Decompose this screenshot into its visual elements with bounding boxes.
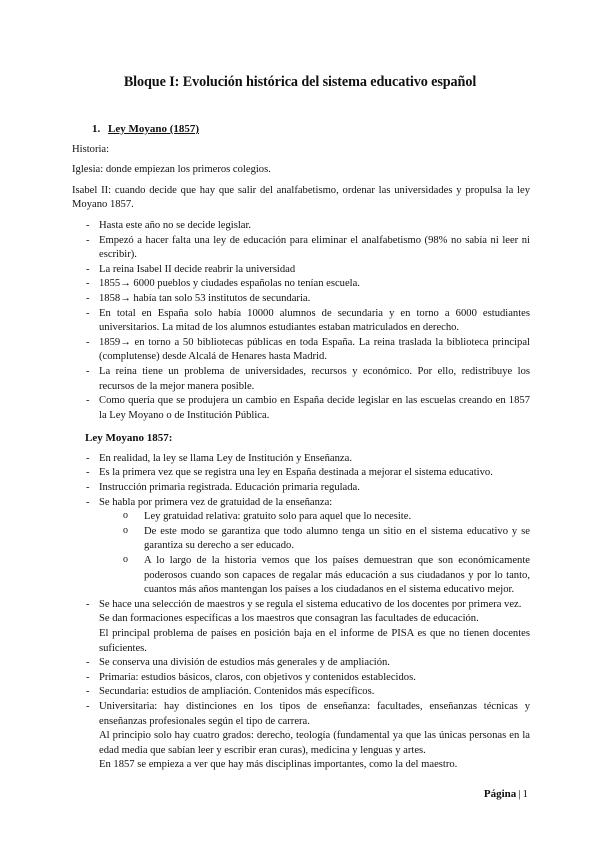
section-title: Ley Moyano (1857)	[108, 123, 200, 135]
section-number: 1.	[92, 123, 101, 135]
list-item-gratuidad	[72, 496, 530, 598]
list-item-text: - Universitaria: hay distinciones en los tipos de enseñanza: facultades, enseñanzas técnicas y enseñanzas profesionales según el tipo de carrera.	[99, 700, 530, 727]
law-list	[72, 452, 530, 773]
list-item: - En total en España solo había 10000 alumnos de secundaria y en torno a 6000 estudiantes universitarios. La mitad de los alumnos estudiantes estaban matriculados en derecho.	[72, 307, 530, 336]
list-item-text: - Se hace una selección de maestros y se regula el sistema educativo de los docentes por primera vez.	[99, 598, 522, 610]
list-item-paragraph: Al principio solo hay cuatro grados: derecho, teología (fundamental ya que las únicas personas en la edad media que sabían leer y escribir eran curas), medicina y lenguas y artes.	[99, 730, 530, 756]
list-item-paragraph: Se dan formaciones específicas a los maestros que consagran las facultades de educación.	[99, 613, 479, 625]
page-title: Bloque I: Evolución histórica del sistema educativo español	[123, 74, 477, 90]
list-item: - Empezó a hacer falta una ley de educación para eliminar el analfabetismo (98% no sabía ni leer ni escribir).	[72, 234, 530, 263]
sublist-item: o A lo largo de la historia vemos que los países demuestran que son económicamente poderosos cuando son capaces de regalar más educación a sus ciudadanos y por lo tanto, cuantos más años mantengan los países a los ciudadanos en el sistema educativo mejor.	[72, 554, 530, 598]
sublist-item: o De este modo se garantiza que todo alumno tenga un sitio en el sistema educativo y se garantiza su derecho a ser educado.	[72, 525, 530, 554]
list-item: - La reina tiene un problema de universidades, recursos y económico. Por ello, redistribuye los recursos de la mejor manera posible.	[72, 365, 530, 394]
document-body	[72, 122, 530, 779]
list-item: - 1855→ 6000 pueblos y ciudades españolas no tenían escuela.	[72, 277, 530, 292]
list-item: - 1858→ había tan solo 53 institutos de secundaria.	[72, 292, 530, 307]
list-item: - Se conserva una división de estudios más generales y de ampliación.	[72, 656, 530, 671]
list-item-paragraph: El principal problema de países en posición baja en el informe de PISA es que no tienen docentes suficientes.	[99, 628, 530, 654]
list-item: - 1859→ en torno a 50 bibliotecas públicas en toda España. La reina traslada la biblioteca principal (complutense) desde Alcalá de Henares hasta Madrid.	[72, 336, 530, 365]
list-item: - Como quería que se produjera un cambio en España decide legislar en las escuelas creando en 1857 la Ley Moyano o de Institución Pública.	[72, 394, 530, 423]
list-item: - En realidad, la ley se llama Ley de Institución y Enseñanza.	[72, 452, 530, 467]
sublist-item: o Ley gratuidad relativa: gratuito solo para aquel que lo necesite.	[72, 510, 530, 525]
list-item: - Primaria: estudios básicos, claros, con objetivos y contenidos establecidos.	[72, 671, 530, 686]
subheading: Ley Moyano 1857:	[85, 432, 173, 445]
list-item-paragraph: En 1857 se empieza a ver que hay más disciplinas importantes, como la del maestro.	[99, 759, 458, 771]
footer-separator: |	[518, 788, 521, 800]
history-list	[72, 219, 530, 423]
paragraph-iglesia: Iglesia: donde empiezan los primeros colegios.	[72, 164, 271, 176]
list-item-text: Se habla por primera vez de gratuidad de la enseñanza:	[99, 496, 333, 508]
paragraph-historia: Historia:	[72, 143, 110, 155]
gratuidad-sublist	[99, 510, 530, 598]
list-item: - Hasta este año no se decide legislar.	[72, 219, 530, 234]
list-item-maestros	[72, 598, 530, 656]
list-item-universitaria	[72, 700, 530, 773]
list-item: - La reina Isabel II decide reabrir la universidad	[72, 263, 530, 278]
list-item: - Secundaria: estudios de ampliación. Contenidos más específicos.	[72, 685, 530, 700]
page-footer	[484, 788, 528, 800]
list-item: - Instrucción primaria registrada. Educación primaria regulada.	[72, 481, 530, 496]
list-item: - Es la primera vez que se registra una ley en España destinada a mejorar el sistema educativo.	[72, 466, 530, 481]
page-number: 1	[522, 788, 528, 800]
paragraph-isabel: Isabel II: cuando decide que hay que salir del analfabetismo, ordenar las universidades y propulsa la ley Moyano 1857.	[72, 184, 530, 211]
section-heading	[72, 122, 530, 137]
footer-label: Página	[483, 788, 517, 800]
